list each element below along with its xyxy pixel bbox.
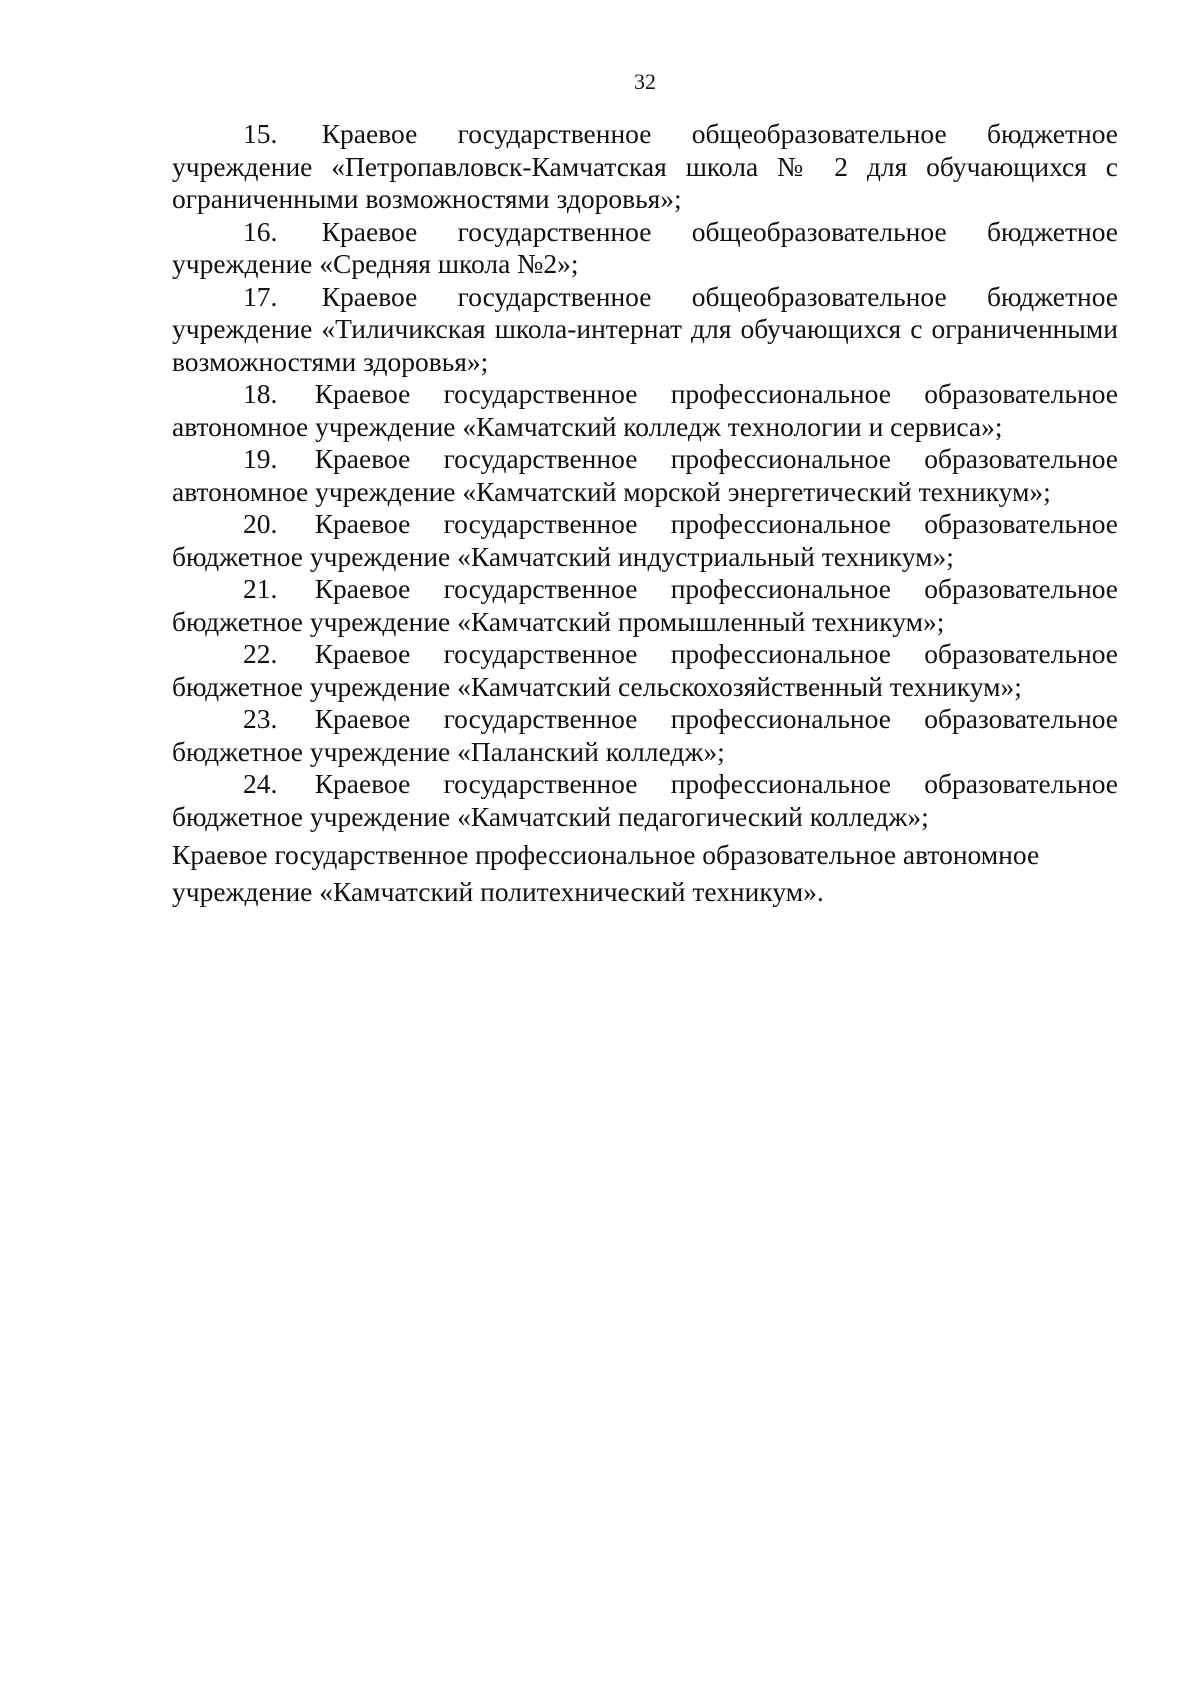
list-item-text: Краевое государственное общеобразовательное бюджетное учреждение «Тиличикская школа-интернат для обучающихся с ограниченными возможностями здоровья»; <box>172 280 1119 377</box>
list-item-text: Краевое государственное профессиональное образовательное бюджетное учреждение «Паланский колледж»; <box>172 703 1119 767</box>
list-item-text: Краевое государственное профессиональное образовательное бюджетное учреждение «Камчатский сельскохозяйственный техникум»; <box>172 638 1119 702</box>
list-item-number: 19. <box>243 443 278 474</box>
list-item-text: Краевое государственное профессиональное образовательное бюджетное учреждение «Камчатский педагогический колледж»; <box>172 768 1119 832</box>
list-item-text: Краевое государственное профессиональное образовательное автономное учреждение «Камчатский колледж технологии и сервиса»; <box>172 378 1119 442</box>
page-number: 32 <box>634 69 656 94</box>
list-item <box>172 378 1118 443</box>
list-item <box>172 638 1118 703</box>
list-item-text: Краевое государственное профессиональное образовательное бюджетное учреждение «Камчатский промышленный техникум»; <box>172 573 1119 637</box>
list-item <box>172 118 1118 216</box>
list-item-number: 21. <box>243 573 278 604</box>
list-item-text: Краевое государственное профессиональное образовательное автономное учреждение «Камчатский морской энергетический техникум»; <box>172 443 1119 507</box>
final-paragraph <box>172 836 1118 910</box>
list-item-number: 18. <box>243 378 278 409</box>
list-item-text: Краевое государственное профессиональное образовательное бюджетное учреждение «Камчатский индустриальный техникум»; <box>172 508 1119 572</box>
final-paragraph-line-1: Краевое государственное профессиональное образовательное автономное <box>172 839 1040 870</box>
list-item <box>172 573 1118 638</box>
list-item-number: 15. <box>243 118 278 149</box>
list-item-text: Краевое государственное общеобразовательное бюджетное учреждение «Петропавловск-Камчатская школа № 2 для обучающихся с ограниченными возможностями здоровья»; <box>172 118 1119 214</box>
list-item <box>172 508 1118 573</box>
final-paragraph-line-2: учреждение «Камчатский политехнический техникум». <box>172 876 824 907</box>
list-item-number: 24. <box>243 768 278 799</box>
list-item-number: 22. <box>243 638 278 669</box>
list-item <box>172 768 1118 833</box>
list-item <box>172 703 1118 768</box>
list-item-number: 16. <box>243 215 278 247</box>
list-item <box>172 281 1118 379</box>
list-item <box>172 216 1118 281</box>
list-item-text: Краевое государственное общеобразовательное бюджетное учреждение «Средняя школа №2»; <box>172 215 1119 279</box>
document-body <box>172 118 1118 910</box>
list-item-number: 17. <box>243 280 278 312</box>
list-item-number: 23. <box>243 703 278 734</box>
list-item <box>172 443 1118 508</box>
list-item-number: 20. <box>243 508 278 539</box>
